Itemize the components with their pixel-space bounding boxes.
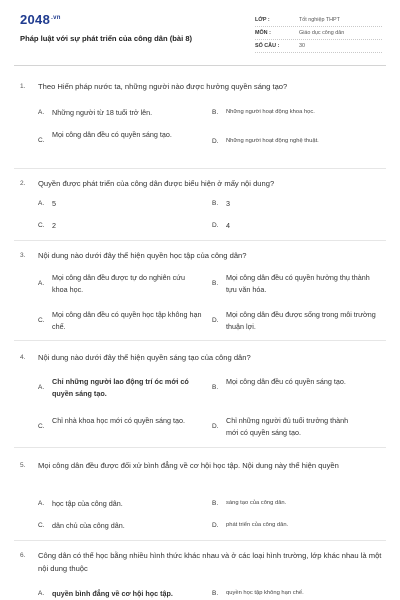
divider	[14, 340, 386, 341]
question-text: Quyền được phát triển của công dân được biểu hiện ở mấy nội dung?	[38, 179, 275, 188]
option-letter: C.	[38, 317, 45, 324]
option-letter: B.	[212, 200, 219, 207]
question-4	[20, 354, 382, 442]
question-6	[20, 552, 382, 598]
meta-subject	[255, 27, 382, 40]
question-text: Nội dung nào dưới đây thể hiện quyền học tập của công dân?	[38, 251, 247, 260]
option-text: học tập của công dân.	[52, 499, 123, 508]
option-text: phát triển của công dân.	[226, 522, 289, 528]
logo-suffix: .vn	[51, 14, 61, 21]
option-text: Mọi công dân đều có quyền sáng tạo.	[52, 130, 172, 139]
option-text: 5	[52, 199, 56, 208]
option-letter: A.	[38, 280, 45, 287]
divider	[14, 168, 386, 169]
option-letter: D.	[212, 522, 219, 529]
option-text: quyền bình đẳng về cơ hội học tập.	[52, 589, 173, 598]
question-number: 1.	[20, 83, 26, 90]
option-letter: D.	[212, 138, 219, 145]
option-text: quyền học tập không hạn chế.	[226, 590, 304, 596]
option-text: Mọi công dân đều có quyền hưởng thụ thành tựu văn hóa.	[226, 273, 370, 294]
option-letter: A.	[38, 590, 45, 597]
question-text: Công dân có thể học bằng nhiều hình thức khác nhau và ở các loại hình trường, lớp khác nhau là một nội dung thuộc	[38, 551, 382, 573]
question-text: Nội dung nào dưới đây thể hiện quyền sáng tạo của công dân?	[38, 353, 251, 362]
divider	[14, 240, 386, 241]
question-1	[20, 83, 382, 163]
meta-subject-value: Giáo dục công dân	[299, 30, 345, 36]
option-letter: D.	[212, 317, 219, 324]
option-letter: B.	[212, 590, 219, 597]
option-text: Chỉ nhà khoa học mới có quyền sáng tạo.	[52, 416, 185, 425]
page-header	[20, 12, 382, 60]
option-text: 2	[52, 221, 56, 230]
option-text: Mọi công dân đều có quyền học tập không hạn chế.	[52, 310, 202, 331]
option-letter: B.	[212, 500, 219, 507]
meta-count-value: 30	[299, 43, 305, 49]
option-letter: B.	[212, 109, 219, 116]
option-text: Chỉ những người lao động trí óc mới có quyền sáng tạo.	[52, 377, 189, 398]
question-2	[20, 180, 382, 238]
question-5	[20, 462, 382, 542]
divider	[14, 540, 386, 541]
option-letter: D.	[212, 423, 219, 430]
option-text: dân chủ của công dân.	[52, 521, 125, 530]
question-text: Theo Hiến pháp nước ta, những người nào được hưởng quyền sáng tạo?	[38, 82, 288, 91]
question-number: 4.	[20, 354, 26, 361]
option-letter: B.	[212, 384, 219, 391]
option-letter: D.	[212, 222, 219, 229]
option-letter: A.	[38, 500, 45, 507]
option-text: Chỉ những người đủ tuổi trưởng thành mới có quyền sáng tạo.	[226, 416, 349, 437]
header-divider	[14, 65, 386, 66]
meta-subject-label: MÔN :	[255, 30, 271, 36]
question-number: 5.	[20, 462, 26, 469]
question-text: Mọi công dân đều được đối xử bình đẳng về cơ hội học tập. Nội dung này thể hiện quyền	[38, 461, 339, 470]
meta-count-label: SỐ CÂU :	[255, 43, 280, 49]
option-text: sáng tạo của công dân.	[226, 500, 287, 506]
option-text: Mọi công dân đều có quyền sáng tạo.	[226, 377, 346, 386]
meta-class	[255, 14, 382, 27]
question-number: 3.	[20, 252, 26, 259]
meta-count	[255, 40, 382, 53]
option-letter: A.	[38, 384, 45, 391]
option-text: Mọi công dân đều được sống trong môi trường thuận lợi.	[226, 310, 376, 331]
option-letter: C.	[38, 522, 45, 529]
meta-class-label: LỚP :	[255, 17, 270, 23]
option-text: Mọi công dân đều được tự do nghiên cứu khoa học.	[52, 273, 186, 294]
question-number: 6.	[20, 552, 26, 559]
divider	[14, 447, 386, 448]
meta-class-value: Tốt nghiệp THPT	[299, 17, 340, 23]
quiz-title: Pháp luật với sự phát triển của công dân (bài 8)	[20, 34, 193, 43]
site-logo[interactable]	[20, 12, 61, 27]
option-text: 4	[226, 221, 230, 230]
option-letter: C.	[38, 423, 45, 430]
question-3	[20, 252, 382, 337]
option-letter: C.	[38, 137, 45, 144]
option-text: 3	[226, 199, 230, 208]
option-letter: C.	[38, 222, 45, 229]
quiz-meta	[255, 14, 382, 53]
option-letter: A.	[38, 109, 45, 116]
question-number: 2.	[20, 180, 26, 187]
option-text: Những người hoạt động nghệ thuật.	[226, 138, 319, 144]
option-text: Những người hoạt động khoa học.	[226, 109, 315, 115]
option-letter: B.	[212, 280, 219, 287]
option-letter: A.	[38, 200, 45, 207]
logo-text: 2048	[20, 12, 51, 27]
option-text: Những người từ 18 tuổi trở lên.	[52, 108, 153, 117]
